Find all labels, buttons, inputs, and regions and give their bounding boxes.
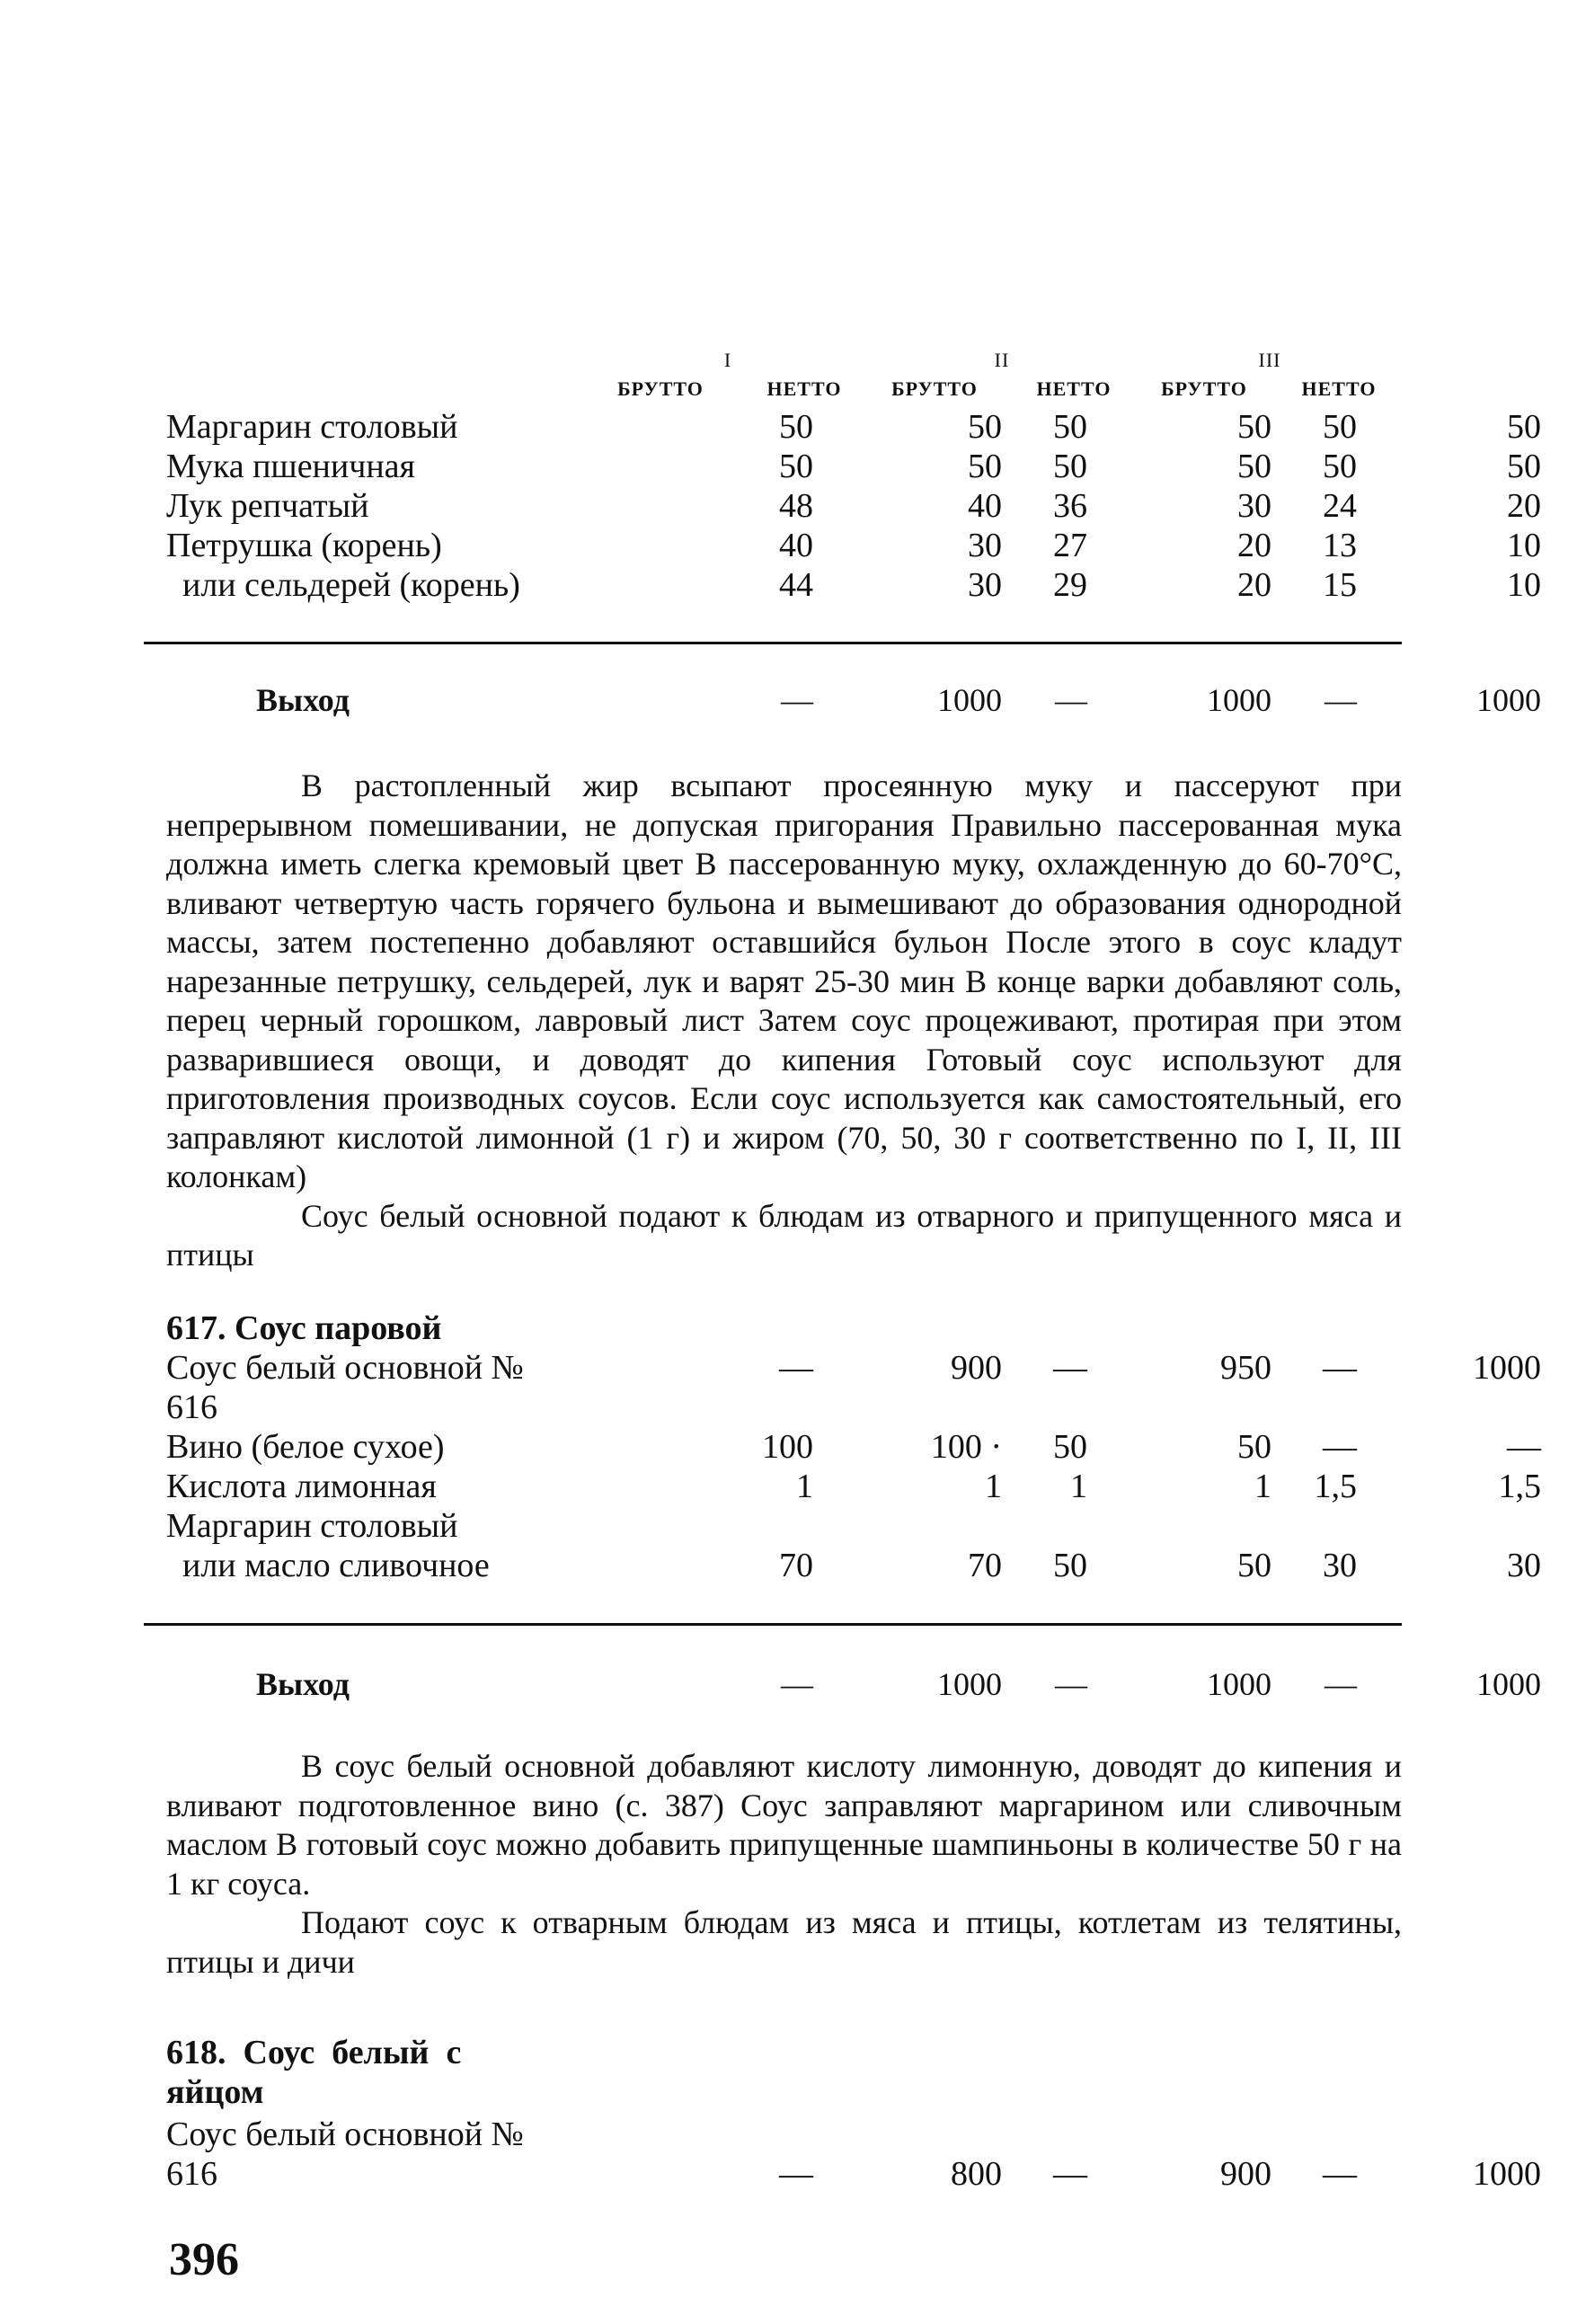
output-row-616 [166, 679, 1541, 722]
cell-value: 15 [1323, 566, 1357, 604]
cell-value: 50 [1237, 1428, 1271, 1466]
cell-value: 1 [985, 1468, 1002, 1505]
cell-value: 50 [1507, 448, 1541, 485]
paragraph: Подают соус к отварным блюдам из мяса и птицы, котлетам из телятины, птицы и дичи [166, 1904, 1402, 1980]
ingredient-name: Петрушка (корень) [166, 527, 442, 564]
cell-value: 70 [779, 1547, 813, 1584]
cell-value: 100 · [930, 1428, 1002, 1466]
cell-value: — [779, 2155, 813, 2193]
cell-value: 50 [1053, 408, 1087, 446]
cell-value: 900 [1220, 2155, 1271, 2193]
output-value: — [781, 682, 813, 718]
cell-value: 900 [951, 1349, 1002, 1387]
paragraph: В растопленный жир всыпают просеянную муку и пассеруют при непрерывном помешивании, не допуская пригорания Правильно пассерованная мука должна иметь слегка кремовый цвет В пассерованную муку, охлажденную до 60-70°С, вливают четвертую часть горячего бульона и вымешивают до образования однородной массы, затем постепенно добавляют оставшийся бульон После этого в соус кладут нарезанные петрушку, сельдерей, лук и варят 25-30 мин В конце варки добавляют соль, перец черный горошком, лавровый лист Затем соус процеживают, протирая при этом разварившиеся овощи, и доводят до кипения Готовый соус используют для приготовления производных соусов. Если соус используется как самостоятельный, его заправляют кислотой лимонной (1 г) и жиром (70, 50, 30 г соответственно по I, II, III колонкам) [166, 767, 1402, 1194]
ingredient-name: Мука пшеничная [166, 448, 416, 485]
cell-value: — [1323, 2155, 1357, 2193]
output-label: Выход [256, 682, 350, 718]
cell-value: 70 [968, 1547, 1002, 1584]
divider-rule [144, 1623, 1402, 1626]
ingredient-name-continuation: 616 [166, 2155, 217, 2193]
column-group-iii: III [1258, 349, 1281, 371]
col-header-netto-2: НЕТТО [1036, 377, 1112, 400]
table-row [166, 1506, 1402, 1546]
cell-value: 24 [1323, 487, 1357, 525]
cell-value: 29 [1053, 566, 1087, 604]
page-number: 396 [169, 2234, 239, 2285]
cell-value: — [1507, 1428, 1541, 1466]
cell-value: 40 [968, 487, 1002, 525]
cell-value: 50 [1053, 1547, 1087, 1584]
cell-value: — [1053, 2155, 1087, 2193]
cell-value: 100 [762, 1428, 813, 1466]
column-group-ii: II [994, 349, 1010, 371]
output-value: 1000 [937, 682, 1002, 718]
cell-value: 50 [779, 448, 813, 485]
cell-value: 950 [1220, 1349, 1271, 1387]
cell-value: 50 [1237, 1547, 1271, 1584]
cell-value: 50 [1237, 408, 1271, 446]
table-row [166, 1467, 1541, 1506]
cell-value: 10 [1507, 527, 1541, 564]
cell-value: 1 [1254, 1468, 1271, 1505]
table-row [166, 565, 1541, 605]
cell-value: 10 [1507, 566, 1541, 604]
instructions-616 [166, 767, 1402, 1275]
output-value: — [1325, 1666, 1357, 1702]
ingredient-name-continuation: 616 [166, 1388, 217, 1426]
ingredients-table-617 [166, 1348, 1541, 1585]
cell-value: 1000 [1473, 2155, 1541, 2193]
ingredient-name: Кислота лимонная [166, 1468, 437, 1505]
cell-value: 1000 [1473, 1349, 1541, 1387]
table-row [166, 407, 1541, 447]
output-value: 1000 [937, 1666, 1002, 1702]
col-header-netto-3: НЕТТО [1301, 377, 1377, 400]
paragraph: Соус белый основной подают к блюдам из отварного и припущенного мяса и птицы [166, 1197, 1402, 1273]
table-row [166, 486, 1541, 526]
ingredient-name: Маргарин столовый [166, 408, 458, 446]
cell-value: — [1323, 1349, 1357, 1387]
cell-value: — [779, 1349, 813, 1387]
ingredient-name: или сельдерей (корень) [182, 566, 520, 604]
cell-value: 20 [1237, 527, 1271, 564]
output-value: — [1055, 682, 1087, 718]
cell-value: 50 [1323, 448, 1357, 485]
ingredient-name: Маргарин столовый [166, 1507, 458, 1545]
cell-value: 50 [1053, 448, 1087, 485]
cell-value: 1 [1070, 1468, 1087, 1505]
cell-value: 50 [1323, 408, 1357, 446]
cell-value: — [1323, 1428, 1357, 1466]
cell-value: 30 [968, 527, 1002, 564]
cell-value: 30 [1507, 1547, 1541, 1584]
cell-value: 48 [779, 487, 813, 525]
cell-value: 50 [1053, 1428, 1087, 1466]
divider-rule [144, 642, 1402, 644]
table-row [166, 1546, 1541, 1585]
output-label: Выход [256, 1666, 350, 1702]
output-value: — [1325, 682, 1357, 718]
table-row [166, 447, 1541, 486]
table-row [166, 1427, 1541, 1467]
ingredient-name: Соус белый основной № [166, 2116, 524, 2153]
output-value: 1000 [1476, 682, 1541, 718]
ingredient-name: Соус белый основной № [166, 1349, 524, 1387]
cell-value: 50 [968, 448, 1002, 485]
col-header-brutto-3: БРУТТО [1161, 377, 1247, 400]
cell-value: 30 [1323, 1547, 1357, 1584]
table-row [166, 2115, 1402, 2154]
ingredient-name: Лук репчатый [166, 487, 369, 525]
cell-value: 20 [1237, 566, 1271, 604]
cell-value: 20 [1507, 487, 1541, 525]
cell-value: 13 [1323, 527, 1357, 564]
recipe-title-618: 618. Соус белый с [166, 2034, 462, 2071]
col-header-brutto-2: БРУТТО [891, 377, 978, 400]
cell-value: 27 [1053, 527, 1087, 564]
ingredient-name: или масло сливочное [182, 1547, 490, 1584]
cell-value: 1,5 [1314, 1468, 1357, 1505]
cell-value: 1,5 [1498, 1468, 1541, 1505]
cell-value: 30 [1237, 487, 1271, 525]
ingredient-name: Вино (белое сухое) [166, 1428, 445, 1466]
output-row-617 [166, 1663, 1541, 1706]
instructions-617 [166, 1747, 1402, 1982]
output-value: 1000 [1476, 1666, 1541, 1702]
ingredients-table-618 [166, 2115, 1541, 2194]
recipe-title-618-continuation: яйцом [166, 2073, 264, 2111]
cell-value: 50 [968, 408, 1002, 446]
col-header-netto-1: НЕТТО [766, 377, 842, 400]
output-value: — [1055, 1666, 1087, 1702]
paragraph: В соус белый основной добавляют кислоту лимонную, доводят до кипения и вливают подготовленное вино (с. 387) Соус заправляют маргарином или сливочным маслом В готовый соус можно добавить припущенные шампиньоны в количестве 50 г на 1 кг соуса. [166, 1748, 1402, 1902]
table-row [166, 1348, 1541, 1388]
output-value: — [781, 1666, 813, 1702]
output-value: 1000 [1207, 682, 1271, 718]
cell-value: 36 [1053, 487, 1087, 525]
table-row [166, 526, 1541, 565]
col-header-brutto-1: БРУТТО [617, 377, 704, 400]
cell-value: 800 [951, 2155, 1002, 2193]
cell-value: 44 [779, 566, 813, 604]
cell-value: 50 [1507, 408, 1541, 446]
recipe-title-617: 617. Соус паровой [166, 1309, 442, 1347]
column-group-i: I [723, 349, 732, 371]
cell-value: 50 [1237, 448, 1271, 485]
cell-value: 1 [796, 1468, 813, 1505]
table-row [166, 1388, 1402, 1427]
cell-value: 50 [779, 408, 813, 446]
cell-value: 40 [779, 527, 813, 564]
cell-value: — [1053, 1349, 1087, 1387]
cell-value: 30 [968, 566, 1002, 604]
ingredients-table-616 [166, 407, 1541, 605]
output-value: 1000 [1207, 1666, 1271, 1702]
table-row [166, 2154, 1541, 2194]
